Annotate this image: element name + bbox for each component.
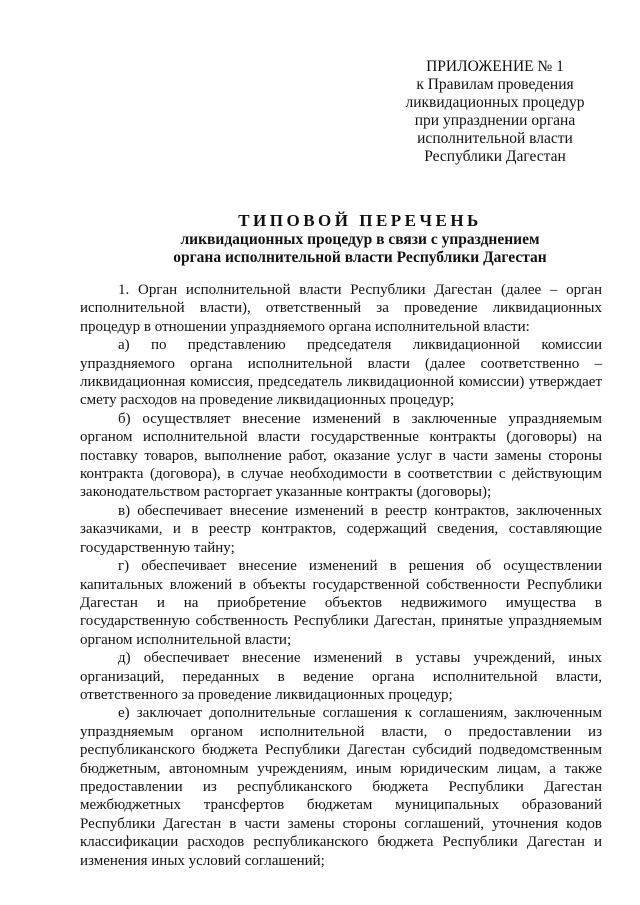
appendix-header xyxy=(392,58,598,166)
subtitle-line: органа исполнительной власти Республики Дагестан xyxy=(173,249,547,266)
document-body xyxy=(80,281,602,870)
appendix-line: исполнительной власти xyxy=(417,130,573,147)
document-title: ТИПОВОЙ ПЕРЕЧЕНЬ xyxy=(238,211,482,230)
paragraph: 1. Орган исполнительной власти Республики Дагестан (далее – орган исполнительной власти), ответственный за проведение ликвидационных процедур в отношении упраздняемого органа исполнительной власти: xyxy=(80,282,602,335)
paragraph: е) заключает дополнительные соглашения к соглашениям, заключенным упраздняемым органом исполнительной власти, о предоставлении из республиканского бюджета Республики Дагестан субсидий подведомственным бюджетным, автономным учреждениям, иным юридическим лицам, а также предоставлении из республиканского бюджета Республики Дагестан межбюджетных трансфертов бюджетам муниципальных образований Республики Дагестан в части замены стороны соглашений, уточнения кодов классификации расходов республиканского бюджета Республики Дагестан и изменения иных условий соглашений; xyxy=(80,705,602,869)
paragraph: д) обеспечивает внесение изменений в уставы учреждений, иных организаций, переданных в ведение органа исполнительной власти, ответственного за проведение ликвидационных процедур; xyxy=(80,650,602,703)
paragraph: г) обеспечивает внесение изменений в решения об осуществлении капитальных вложений в объекты государственной собственности Республики Дагестан и на приобретение объектов недвижимого имущества в государственную собственность Республики Дагестан, принятые упраздняемым органом исполнительной власти; xyxy=(80,558,602,648)
appendix-line: ликвидационных процедур xyxy=(405,94,585,111)
appendix-line: Республики Дагестан xyxy=(424,148,566,165)
subtitle-line: ликвидационных процедур в связи с упразднением xyxy=(180,231,540,248)
appendix-line: ПРИЛОЖЕНИЕ № 1 xyxy=(426,58,564,75)
appendix-line: к Правилам проведения xyxy=(416,76,574,93)
paragraph: в) обеспечивает внесение изменений в реестр контрактов, заключенных заказчиками, и в реестр контрактов, содержащий сведения, составляющие государственную тайну; xyxy=(80,502,602,556)
document-subtitle xyxy=(60,231,640,267)
appendix-line: при упразднении органа xyxy=(414,112,576,129)
paragraph: б) осуществляет внесение изменений в заключенные упраздняемым органом исполнительной власти государственные контракты (договоры) на поставку товаров, выполнение работ, оказание услуг в части замены стороны контракта (договора), в случае необходимости в соответствии с действующим законодательством расторгает указанные контракты (договоры); xyxy=(80,410,602,501)
paragraph: а) по представлению председателя ликвидационной комиссии упраздняемого органа исполнительной власти (далее соответственно – ликвидационная комиссия, председатель ликвидационной комиссии) утверждает смету расходов на проведение ликвидационных процедур; xyxy=(80,337,602,409)
